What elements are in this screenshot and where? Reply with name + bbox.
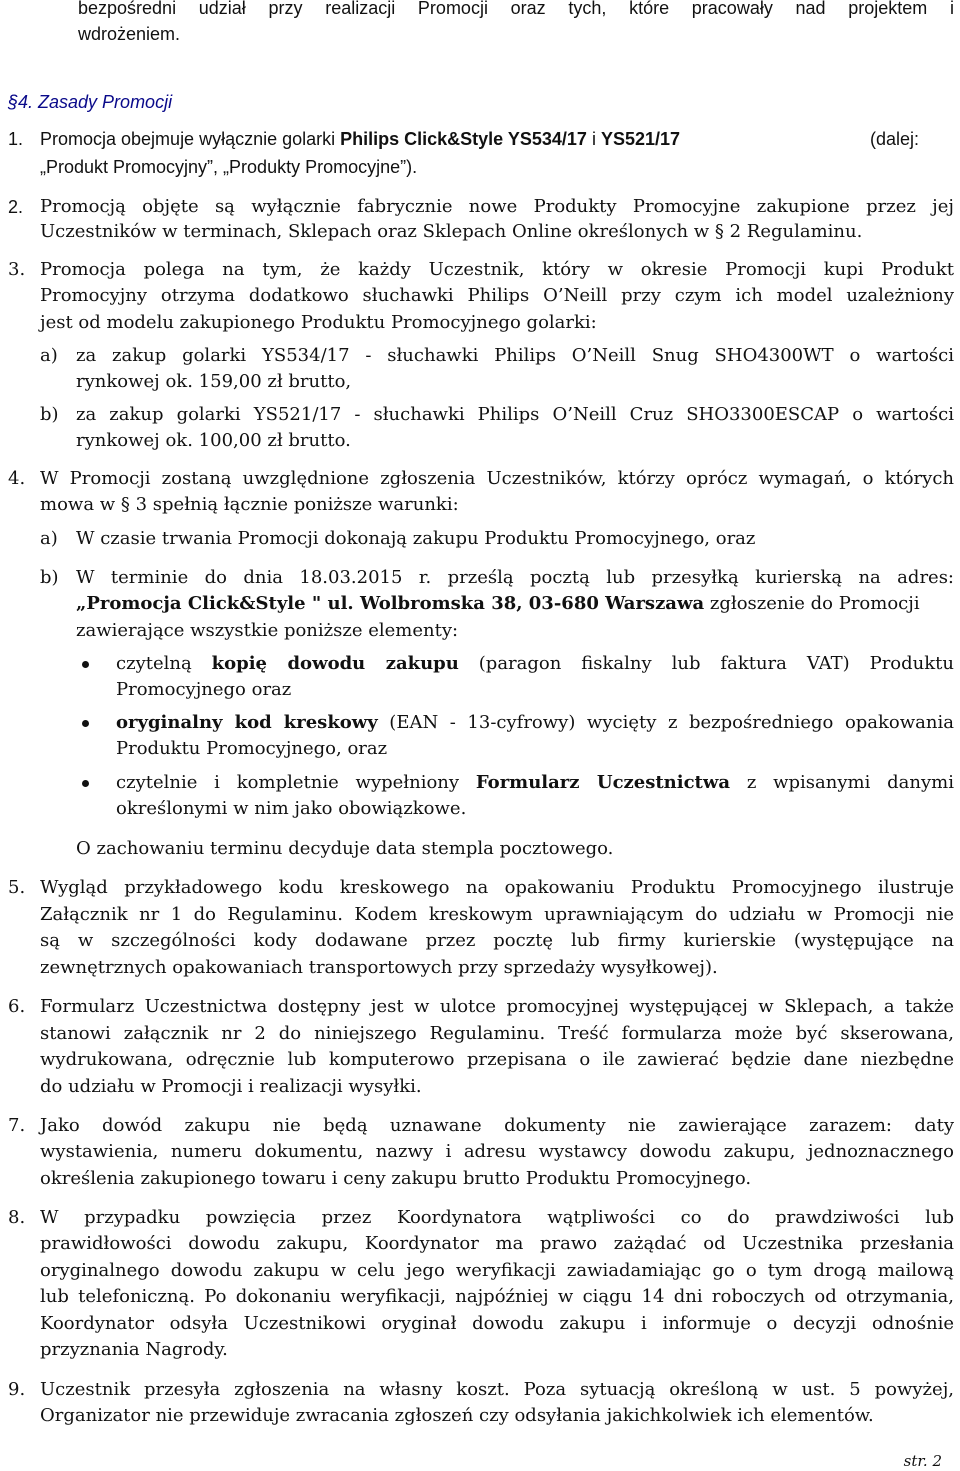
p3-line-2: Promocyjny otrzyma dodatkowo słuchawki Philips O’Neill przy czym ich model uzależniony — [40, 285, 954, 306]
p3-b-line-2: rynkowej ok. 100,00 zł brutto. — [76, 430, 351, 451]
p4-b-line-1: W terminie do dnia 18.03.2015 r. prześlą pocztą lub przesyłką kurierską na adres: — [76, 567, 954, 588]
p7-line-3: określenia zakupionego towaru i ceny zakupu brutto Produktu Promocyjnego. — [40, 1168, 752, 1189]
p6-line-2: stanowi załącznik nr 2 do niniejszego Regulaminu. Treść formularza może być skserowana, — [40, 1023, 954, 1044]
bullet-2-line-1: oryginalny kod kreskowy (EAN - 13-cyfrowy) wycięty z bezpośredniego opakowania — [116, 712, 954, 733]
bullet-dot — [82, 720, 89, 727]
p2-number: 2. — [8, 197, 24, 217]
p7-line-1: Jako dowód zakupu nie będą uznawane dokumenty nie zawierające zarazem: daty — [40, 1115, 954, 1136]
p7-number: 7. — [8, 1115, 26, 1136]
p8-line-1: W przypadku powzięcia przez Koordynatora wątpliwości co do prawdziwości lub — [40, 1207, 954, 1228]
p3-a-line-2: rynkowej ok. 159,00 zł brutto, — [76, 371, 352, 392]
p3-line-1: Promocja polega na tym, że każdy Uczestnik, który w okresie Promocji kupi Produkt — [40, 259, 954, 280]
p4-b-line-2: „Promocja Click&Style " ul. Wolbromska 38, 03-680 Warszawa zgłoszenie do Promocji — [76, 593, 920, 614]
bullet-3-line-2: określonymi w nim jako obowiązkowe. — [116, 798, 467, 819]
p7-line-2: wystawienia, numeru dokumentu, nazwy i adresu wystawcy dowodu zakupu, jednoznacznego — [40, 1141, 954, 1162]
p4-b-label: b) — [40, 567, 59, 588]
p3-number: 3. — [8, 259, 26, 280]
p2-line-2: Uczestników w terminach, Sklepach oraz Sklepach Online określonych w § 2 Regulaminu. — [40, 221, 863, 242]
p4-number: 4. — [8, 468, 26, 489]
p9-number: 9. — [8, 1379, 26, 1400]
p6-line-1: Formularz Uczestnictwa dostępny jest w ulotce promocyjnej występującej w Sklepach, a także — [40, 996, 954, 1017]
intro-line-2: wdrożeniem. — [78, 24, 181, 44]
section-heading: §4. Zasady Promocji — [8, 92, 173, 112]
p4-a-label: a) — [40, 528, 58, 549]
intro-line-1: bezpośredni udział przy realizacji Promocji oraz tych, które pracowały nad projektem i — [78, 0, 954, 18]
p8-line-3: oryginalnego dowodu zakupu w celu jego weryfikacji zawiadamiając go o tym drogą mailową — [40, 1260, 954, 1281]
p3-line-3: jest od modelu zakupionego Produktu Promocyjnego golarki: — [40, 312, 597, 333]
p4-line-1: W Promocji zostaną uwzględnione zgłoszenia Uczestników, którzy oprócz wymagań, o których — [40, 468, 954, 489]
p8-line-5: Koordynator odsyła Uczestnikowi oryginał dowodu zakupu i informuje o decyzji odnośnie — [40, 1313, 954, 1334]
p8-line-2: prawidłowości dowodu zakupu, Koordynator ma prawo zażądać od Uczestnika przesłania — [40, 1233, 954, 1254]
p3-a-label: a) — [40, 345, 58, 366]
p5-line-3: są w szczególności kody dodawane przez pocztę lub firmy kurierskie (występujące na — [40, 930, 954, 951]
p4-b-line-3: zawierające wszystkie poniższe elementy: — [76, 620, 459, 641]
bullet-2-line-2: Produktu Promocyjnego, oraz — [116, 738, 388, 759]
p5-line-1: Wygląd przykładowego kodu kreskowego na opakowaniu Produktu Promocyjnego ilustruje — [40, 877, 954, 898]
p6-line-4: do udziału w Promocji i realizacji wysyłki. — [40, 1076, 422, 1097]
bullet-3-line-1: czytelnie i kompletnie wypełniony Formularz Uczestnictwa z wpisanymi danymi — [116, 772, 955, 793]
p3-a-line-1: za zakup golarki YS534/17 - słuchawki Philips O’Neill Snug SHO4300WT o wartości — [76, 345, 954, 366]
p1-number: 1. — [8, 129, 24, 149]
p8-number: 8. — [8, 1207, 26, 1228]
p3-b-line-1: za zakup golarki YS521/17 - słuchawki Philips O’Neill Cruz SHO3300ESCAP o wartości — [76, 404, 954, 425]
p8-line-6: przyznania Nagrody. — [40, 1339, 228, 1360]
bullet-1-line-1: czytelną kopię dowodu zakupu (paragon fiskalny lub faktura VAT) Produktu — [116, 653, 954, 674]
p5-number: 5. — [8, 877, 26, 898]
bullet-dot — [82, 780, 89, 787]
p2-line-1: Promocją objęte są wyłącznie fabrycznie nowe Produkty Promocyjne zakupione przez jej — [40, 196, 954, 217]
p6-line-3: wydrukowana, odręcznie lub komputerowo przepisana o ile zawierać będzie dane niezbędne — [40, 1049, 954, 1070]
p6-number: 6. — [8, 996, 26, 1017]
p8-line-4: lub telefoniczną. Po dokonaniu weryfikacji, najpóźniej w ciągu 14 dni roboczych od otrzymania, — [40, 1286, 954, 1307]
p4-line-2: mowa w § 3 spełnią łącznie poniższe warunki: — [40, 494, 459, 515]
bullet-dot — [82, 661, 89, 668]
p4-note: O zachowaniu terminu decyduje data stempla pocztowego. — [76, 838, 614, 859]
p9-line-2: Organizator nie przewiduje zwracania zgłoszeń czy odsyłania jakichkolwiek ich elementów. — [40, 1405, 874, 1426]
p5-line-4: zewnętrznych opakowaniach transportowych przy sprzedaży wysyłkowej). — [40, 957, 718, 978]
p3-b-label: b) — [40, 404, 59, 425]
p1-line-2: „Produkt Promocyjny”, „Produkty Promocyjne”). — [40, 157, 418, 177]
p1-dalej: (dalej: — [870, 129, 920, 149]
p4-a-line-1: W czasie trwania Promocji dokonają zakupu Produktu Promocyjnego, oraz — [76, 528, 756, 549]
p9-line-1: Uczestnik przesyła zgłoszenia na własny koszt. Poza sytuacją określoną w ust. 5 powyżej, — [40, 1379, 954, 1400]
bullet-1-line-2: Promocyjnego oraz — [116, 679, 292, 700]
p5-line-2: Załącznik nr 1 do Regulaminu. Kodem kreskowym uprawniającym do udziału w Promocji nie — [40, 904, 954, 925]
page-number: str. 2 — [903, 1452, 942, 1470]
p1-line-1: Promocja obejmuje wyłącznie golarki Philips Click&Style YS534/17 i YS521/17 — [40, 129, 681, 149]
